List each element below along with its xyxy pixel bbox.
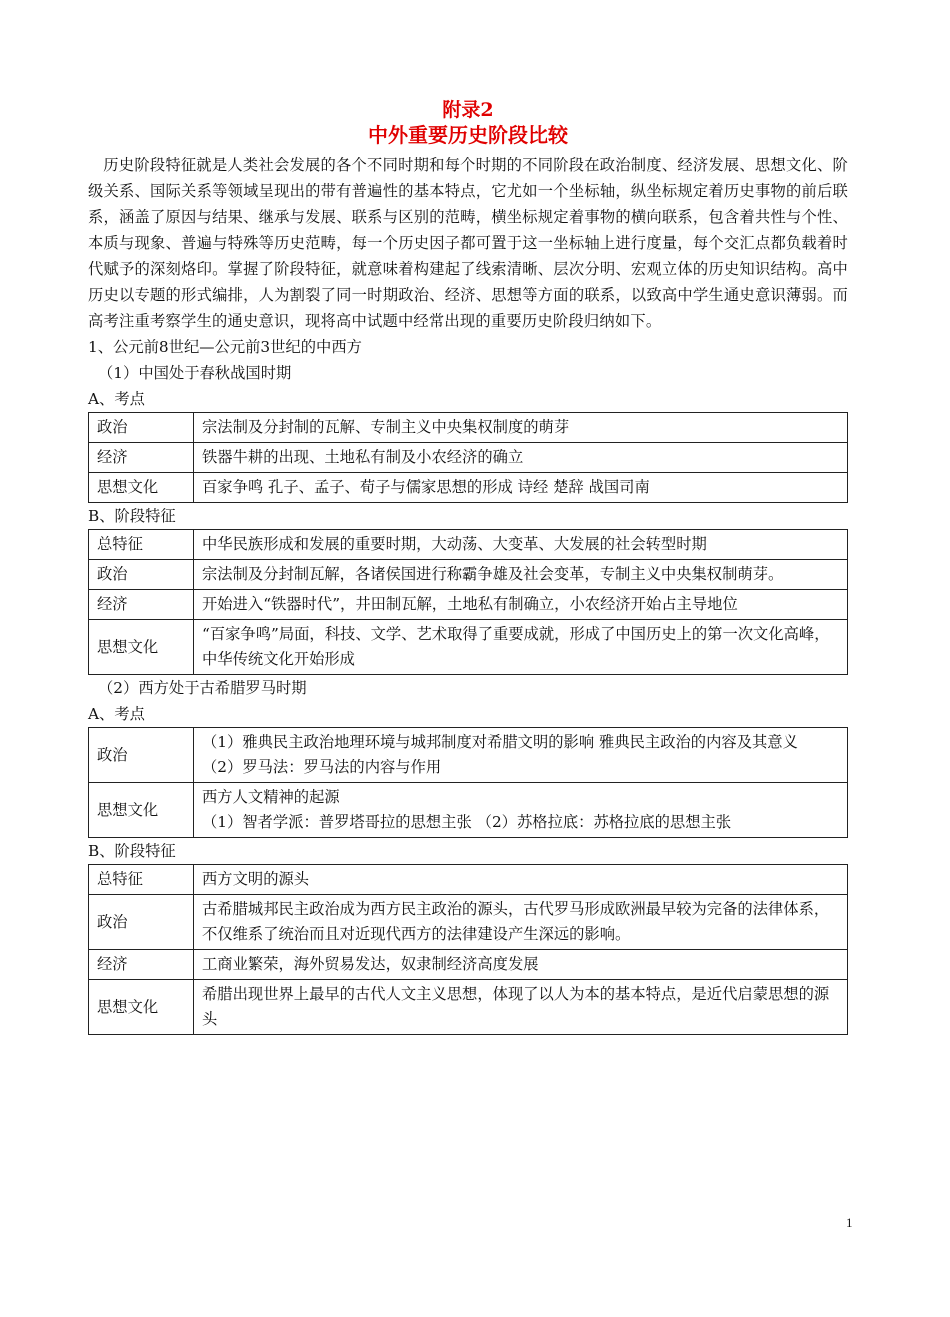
table-row <box>89 728 848 783</box>
row-key: 经济 <box>89 950 194 980</box>
row-value-line: （2）罗马法：罗马法的内容与作用 <box>202 758 442 776</box>
row-value: 百家争鸣 孔子、孟子、荀子与儒家思想的形成 诗经 楚辞 战国司南 <box>194 473 848 503</box>
part1-exam-points-table <box>88 412 848 503</box>
row-value: 古希腊城邦民主政治成为西方民主政治的源头，古代罗马形成欧洲最早较为完备的法律体系，不仅维系了统治而且对近现代西方的法律建设产生深远的影响。 <box>194 895 848 950</box>
part1-a-label: A、考点 <box>88 390 145 408</box>
table-row <box>89 865 848 895</box>
part1-heading: （1）中国处于春秋战国时期 <box>98 364 292 382</box>
document-page <box>88 98 848 1035</box>
part1-stage-features-table <box>88 529 848 675</box>
intro-paragraph: 历史阶段特征就是人类社会发展的各个不同时期和每个时期的不同阶段在政治制度、经济发展、思想文化、阶级关系、国际关系等领域呈现出的带有普遍性的基本特点，它尤如一个坐标轴，纵坐标规定着历史事物的前后联系，涵盖了原因与结果、继承与发展、联系与区别的范畴，横坐标规定着事物的横向联系，包含着共性与个性、本质与现象、普遍与特殊等历史范畴，每一个历史因子都可置于这一坐标轴上进行度量，每个交汇点都负载着时代赋予的深刻烙印。掌握了阶段特征，就意味着构建起了线索清晰、层次分明、宏观立体的历史知识结构。高中历史以专题的形式编排，人为割裂了同一时期政治、经济、思想等方面的联系，以致高中学生通史意识薄弱。而高考注重考察学生的通史意识，现将高中试题中经常出现的重要历史阶段归纳如下。 <box>88 156 848 330</box>
row-key: 思想文化 <box>89 473 194 503</box>
table-row <box>89 443 848 473</box>
row-key: 总特征 <box>89 530 194 560</box>
row-key: 经济 <box>89 443 194 473</box>
row-key: 思想文化 <box>89 783 194 838</box>
row-value-line: （1）智者学派：普罗塔哥拉的思想主张 （2）苏格拉底：苏格拉底的思想主张 <box>202 813 732 831</box>
row-key: 思想文化 <box>89 980 194 1035</box>
row-value: 宗法制及分封制的瓦解、专制主义中央集权制度的萌芽 <box>194 413 848 443</box>
table-row <box>89 895 848 950</box>
table-row <box>89 590 848 620</box>
part2-stage-features-table <box>88 864 848 1035</box>
table-row <box>89 530 848 560</box>
table-row <box>89 473 848 503</box>
row-value: 工商业繁荣，海外贸易发达，奴隶制经济高度发展 <box>194 950 848 980</box>
row-value-line: （1）雅典民主政治地理环境与城邦制度对希腊文明的影响 雅典民主政治的内容及其意义 <box>202 733 798 751</box>
page-number: 1 <box>846 1215 853 1230</box>
row-value: “百家争鸣”局面，科技、文学、艺术取得了重要成就，形成了中国历史上的第一次文化高峰，中华传统文化开始形成 <box>194 620 848 675</box>
table-row <box>89 950 848 980</box>
row-value-line: 西方人文精神的起源 <box>202 788 340 806</box>
row-value: 中华民族形成和发展的重要时期，大动荡、大变革、大发展的社会转型时期 <box>194 530 848 560</box>
row-key: 政治 <box>89 560 194 590</box>
part2-exam-points-table <box>88 727 848 838</box>
row-value: 宗法制及分封制瓦解，各诸侯国进行称霸争雄及社会变革，专制主义中央集权制萌芽。 <box>194 560 848 590</box>
row-value: 希腊出现世界上最早的古代人文主义思想，体现了以人为本的基本特点，是近代启蒙思想的源头 <box>194 980 848 1035</box>
row-value: 铁器牛耕的出现、土地私有制及小农经济的确立 <box>194 443 848 473</box>
table-row <box>89 620 848 675</box>
table-row <box>89 560 848 590</box>
part2-a-label: A、考点 <box>88 705 145 723</box>
document-subtitle: 中外重要历史阶段比较 <box>368 123 568 147</box>
row-value <box>194 728 848 783</box>
row-key: 政治 <box>89 895 194 950</box>
row-key: 政治 <box>89 413 194 443</box>
table-row <box>89 783 848 838</box>
section-heading: 1、公元前8世纪—公元前3世纪的中西方 <box>88 338 362 356</box>
row-value: 西方文明的源头 <box>194 865 848 895</box>
row-key: 政治 <box>89 728 194 783</box>
table-row <box>89 413 848 443</box>
row-key: 总特征 <box>89 865 194 895</box>
part1-b-label: B、阶段特征 <box>88 507 176 525</box>
table-row <box>89 980 848 1035</box>
row-value: 开始进入“铁器时代”，井田制瓦解，土地私有制确立，小农经济开始占主导地位 <box>194 590 848 620</box>
part2-heading: （2）西方处于古希腊罗马时期 <box>98 679 307 697</box>
part2-b-label: B、阶段特征 <box>88 842 176 860</box>
row-key: 经济 <box>89 590 194 620</box>
appendix-title: 附录2 <box>442 99 494 121</box>
row-key: 思想文化 <box>89 620 194 675</box>
row-value <box>194 783 848 838</box>
